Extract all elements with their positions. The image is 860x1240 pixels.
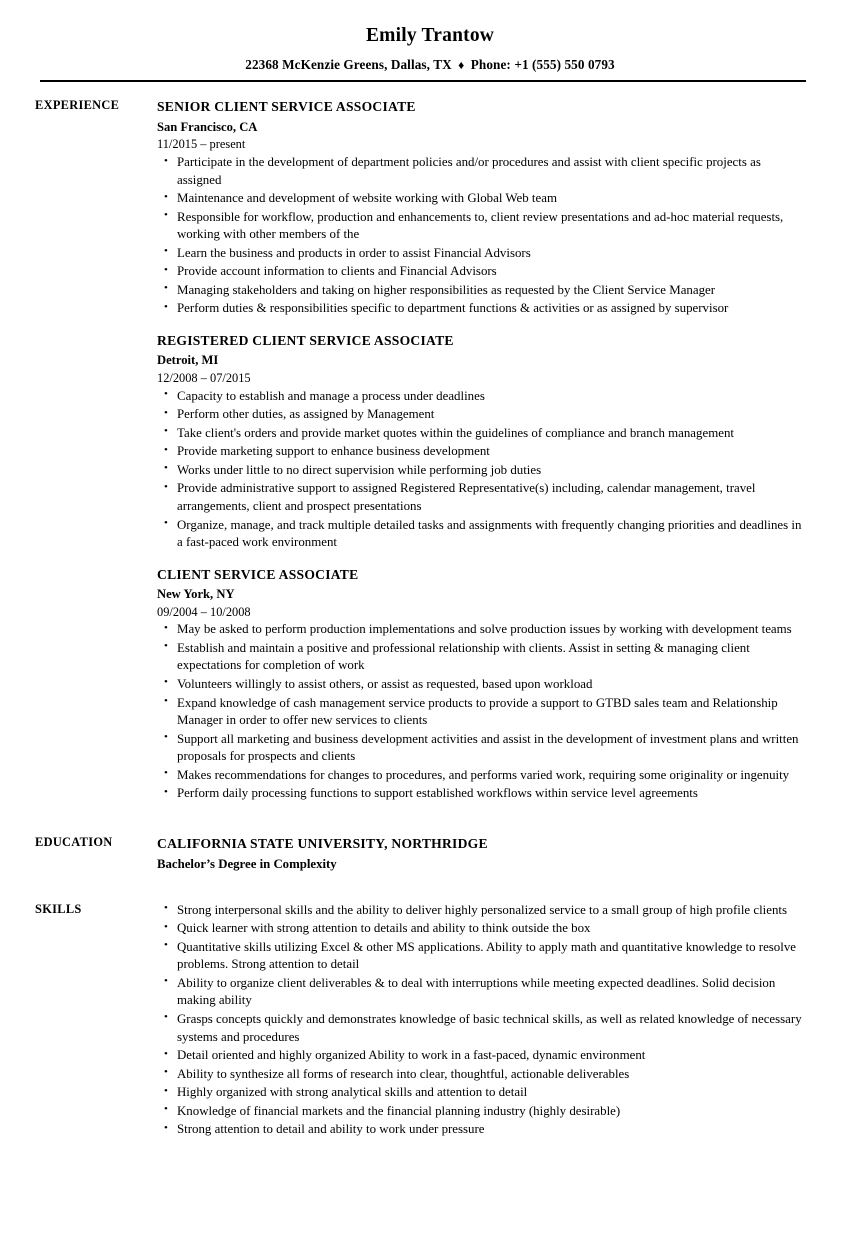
list-item: • Works under little to no direct supervision while performing job duties: [157, 462, 808, 480]
candidate-name: Emily Trantow: [365, 25, 495, 46]
list-item: • Expand knowledge of cash management service products to provide a support to GTBD sales team and Relationship Manager in order to offer new services to clients: [157, 695, 808, 730]
list-item: • Participate in the development of department policies and/or procedures and assist with client specific projects as assigned: [157, 154, 808, 189]
job-title: CLIENT SERVICE ASSOCIATE: [157, 566, 359, 582]
job-dates: 12/2008 – 07/2015: [157, 370, 251, 385]
section-education: [0, 835, 860, 874]
candidate-address: 22368 McKenzie Greens, Dallas, TX: [245, 57, 452, 73]
education-school: CALIFORNIA STATE UNIVERSITY, NORTHRIDGE: [157, 835, 488, 851]
experience-body: [157, 98, 808, 802]
list-item: • Knowledge of financial markets and the financial planning industry (highly desirable): [157, 1103, 808, 1121]
job-title: REGISTERED CLIENT SERVICE ASSOCIATE: [157, 333, 454, 349]
candidate-phone: Phone: +1 (555) 550 0793: [470, 57, 615, 73]
job-dates: 11/2015 – present: [157, 137, 246, 152]
list-item: • Ability to organize client deliverables & to deal with interruptions while meeting expected deadlines. Solid decision making ability: [157, 975, 808, 1010]
list-item: • Highly organized with strong analytical skills and attention to detail: [157, 1084, 808, 1102]
contact-line: [0, 57, 860, 73]
list-item: • May be asked to perform production implementations and solve production issues by working with development teams: [157, 621, 808, 639]
education-degree: Bachelor’s Degree in Complexity: [157, 857, 337, 872]
list-item: • Organize, manage, and track multiple detailed tasks and assignments with frequently changing priorities and deadlines in a fast-paced work environment: [157, 517, 808, 552]
skills-body: [157, 902, 808, 1139]
list-item: • Maintenance and development of website working with Global Web team: [157, 190, 808, 208]
list-item: • Provide account information to clients and Financial Advisors: [157, 263, 808, 281]
section-label-skills: SKILLS: [35, 901, 82, 916]
section-label-experience: EXPERIENCE: [35, 98, 120, 113]
diamond-separator-icon: ♦: [458, 58, 465, 73]
list-item: • Take client's orders and provide market quotes within the guidelines of compliance and branch management: [157, 425, 808, 443]
list-item: • Perform other duties, as assigned by Management: [157, 406, 808, 424]
section-label-education: EDUCATION: [35, 834, 113, 849]
job-bullet-list: [157, 621, 808, 802]
list-item: • Establish and maintain a positive and professional relationship with clients. Assist in setting & managing client expectations for completion of work: [157, 640, 808, 675]
section-skills: [0, 902, 860, 1139]
list-item: • Managing stakeholders and taking on higher responsibilities as requested by the Client Service Manager: [157, 282, 808, 300]
list-item: • Responsible for workflow, production and enhancements to, client review presentations and ad-hoc material requests, working with other members of the: [157, 209, 808, 244]
list-item: • Quantitative skills utilizing Excel & other MS applications. Ability to apply math and quantitative knowledge to resolve problems. Strong attention to detail: [157, 939, 808, 974]
job-bullet-list: [157, 388, 808, 552]
list-item: • Learn the business and products in order to assist Financial Advisors: [157, 245, 808, 263]
job-bullet-list: [157, 154, 808, 318]
job-entry: [157, 332, 808, 552]
job-location: Detroit, MI: [157, 353, 219, 368]
list-item: • Capacity to establish and manage a process under deadlines: [157, 388, 808, 406]
list-item: • Makes recommendations for changes to procedures, and performs varied work, requiring some originality or ingenuity: [157, 767, 808, 785]
list-item: • Quick learner with strong attention to details and ability to think outside the box: [157, 920, 808, 938]
resume-header: [0, 0, 860, 82]
list-item: • Strong interpersonal skills and the ability to deliver highly personalized service to a small group of high profile clients: [157, 902, 808, 920]
job-entry: [157, 566, 808, 803]
job-location: New York, NY: [157, 586, 235, 601]
list-item: • Perform duties & responsibilities specific to department functions & activities or as assigned by supervisor: [157, 300, 808, 318]
education-body: [157, 835, 808, 874]
job-title: SENIOR CLIENT SERVICE ASSOCIATE: [157, 99, 416, 115]
skills-bullet-list: [157, 902, 808, 1139]
list-item: • Detail oriented and highly organized Ability to work in a fast-paced, dynamic environment: [157, 1047, 808, 1065]
section-experience: [0, 98, 860, 802]
list-item: • Grasps concepts quickly and demonstrates knowledge of basic technical skills, as well as related knowledge of necessary systems and procedures: [157, 1011, 808, 1046]
list-item: • Provide marketing support to enhance business development: [157, 443, 808, 461]
list-item: • Perform daily processing functions to support established workflows within service level agreements: [157, 785, 808, 803]
job-location: San Francisco, CA: [157, 119, 258, 134]
list-item: • Strong attention to detail and ability to work under pressure: [157, 1121, 808, 1139]
job-dates: 09/2004 – 10/2008: [157, 604, 251, 619]
list-item: • Provide administrative support to assigned Registered Representative(s) including, calendar management, travel arrangements, client and prospect presentations: [157, 480, 808, 515]
list-item: • Support all marketing and business development activities and assist in the development of investment plans and written proposals for prospects and clients: [157, 731, 808, 766]
job-entry: [157, 98, 808, 318]
list-item: • Ability to synthesize all forms of research into clear, thoughtful, actionable deliverables: [157, 1066, 808, 1084]
resume-content: [0, 82, 860, 1138]
list-item: • Volunteers willingly to assist others, or assist as requested, based upon workload: [157, 676, 808, 694]
